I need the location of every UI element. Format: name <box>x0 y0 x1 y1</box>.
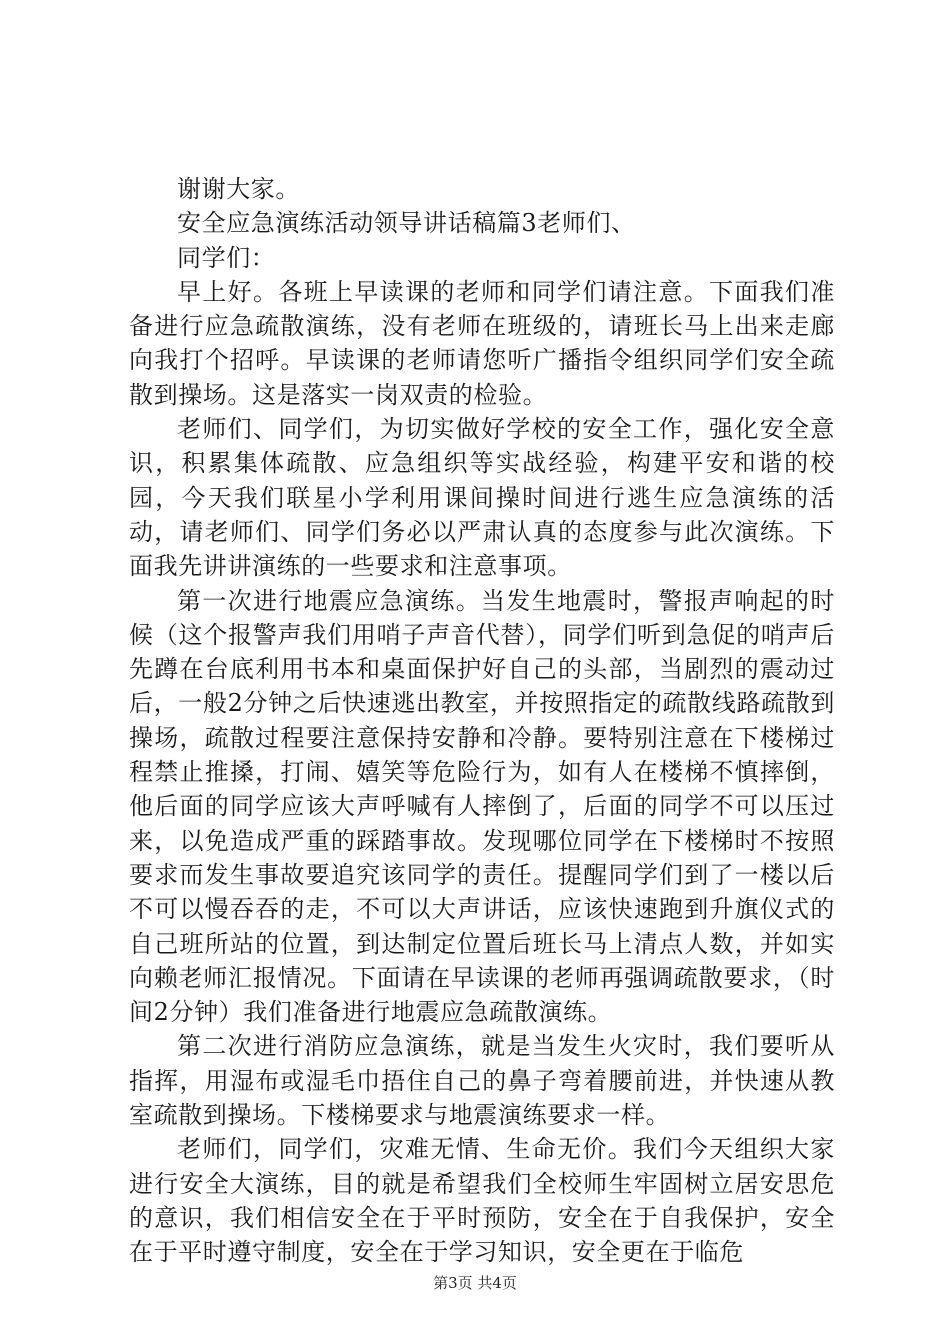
paragraph-closing-thanks: 谢谢大家。 <box>177 175 300 203</box>
page-number-footer: 第3页 共4页 <box>433 1274 517 1292</box>
paragraph-drill-purpose: 老师们、同学们，为切实做好学校的安全工作，强化安全意识，积累集体疏散、应急组织等实战经验，构建平安和谐的校园，今天我们联星小学利用课间操时间进行逃生应急演练的活动，请老师们、同学们务必以严肃认真的态度参与此次演练。下面我先讲讲演练的一些要求和注意事项。 <box>129 415 835 581</box>
paragraph-speech-title: 安全应急演练活动领导讲话稿篇3老师们、 <box>177 209 636 238</box>
paragraph-earthquake-drill: 第一次进行地震应急演练。当发生地震时，警报声响起的时候（这个报警声我们用哨子声音代替），同学们听到急促的哨声后先蹲在台底利用书本和桌面保护好自己的头部，当剧烈的震动过后，一般2分钟之后快速逃出教室，并按照指定的疏散线路疏散到操场，疏散过程要注意保持安静和冷静。要特别注意在下楼梯过程禁止推搡，打闹、嬉笑等危险行为，如有人在楼梯不慎摔倒，他后面的同学应该大声呼喊有人摔倒了，后面的同学不可以压过来，以免造成严重的踩踏事故。发现哪位同学在下楼梯时不按照要求而发生事故要追究该同学的责任。提醒同学们到了一楼以后不可以慢吞吞的走，不可以大声讲话，应该快速跑到升旗仪式的自己班所站的位置，到达制定位置后班长马上清点人数，并如实向赖老师汇报情况。下面请在早读课的老师再强调疏散要求，（时间2分钟）我们准备进行地震应急疏散演练。 <box>129 586 835 1027</box>
paragraph-morning-notice: 早上好。各班上早读课的老师和同学们请注意。下面我们准备进行应急疏散演练，没有老师在班级的，请班长马上出来走廊向我打个招呼。早读课的老师请您听广播指令组织同学们安全疏散到操场。这是落实一岗双责的检验。 <box>129 277 835 409</box>
paragraph-conclusion: 老师们，同学们，灾难无情、生命无价。我们今天组织大家进行安全大演练，目的就是希望我们全校师生牢固树立居安思危的意识，我们相信安全在于平时预防，安全在于自我保护，安全在于平时遵守制度，安全在于学习知识，安全更在于临危 <box>129 1135 835 1267</box>
document-body <box>129 172 835 1270</box>
paragraph-fire-drill: 第二次进行消防应急演练，就是当发生火灾时，我们要听从指挥，用湿布或湿毛巾捂住自己的鼻子弯着腰前进，并快速从教室疏散到操场。下楼梯要求与地震演练要求一样。 <box>129 1032 835 1130</box>
paragraph-greeting: 同学们： <box>177 243 276 272</box>
